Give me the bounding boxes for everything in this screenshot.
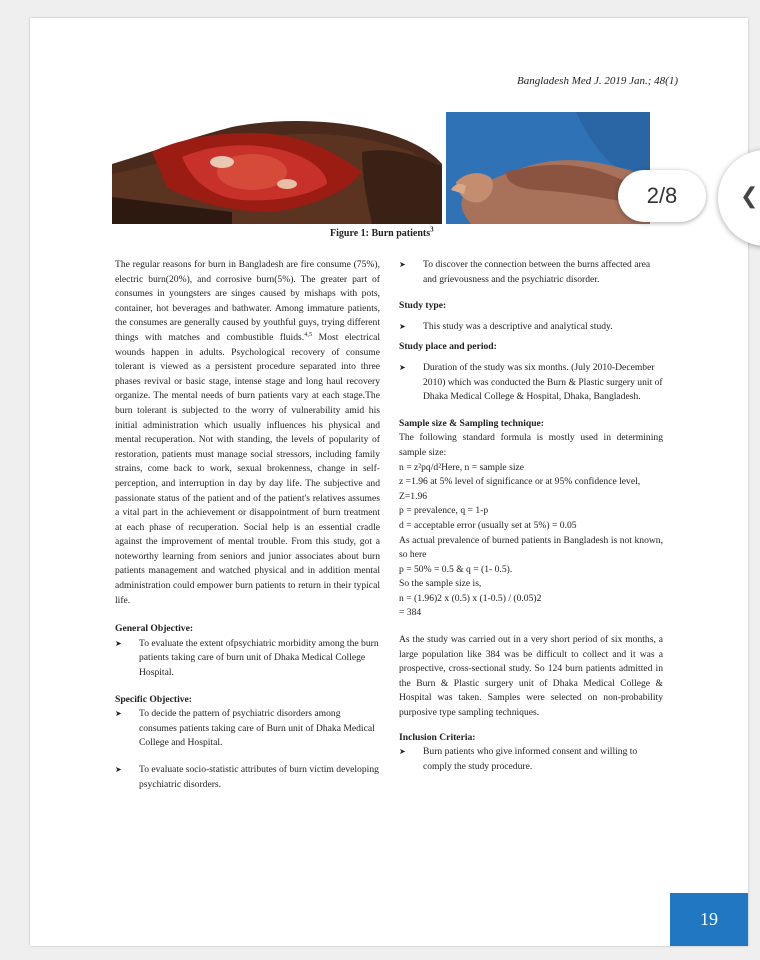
- page-number-badge: 19: [670, 893, 748, 946]
- sample-intro: The following standard formula is mostly used in determining sample size:: [399, 432, 663, 458]
- sample-paragraph: As the study was carried out in a very short period of six months, a large population like 384 was be difficult to collect and it was a prospective, cross-sectional study. So 124 burn patients admitted in the Burn & Plastic surgery unit of Dhaka Medical College & Hospital was taken. Samples were selected on non-probability purposive type sampling techniques.: [399, 634, 663, 719]
- specific-objective-heading: Specific Objective:: [115, 693, 192, 705]
- arrow-bullet-icon: ➤: [399, 747, 406, 757]
- arrow-bullet-icon: ➤: [115, 638, 122, 648]
- arrow-bullet-icon: ➤: [399, 362, 406, 372]
- list-item: ➤ Duration of the study was six months. (July 2010-December 2010) which was conducted the Burn & Plastic surgery unit of Dhaka Medical College & Hospital, Dhaka, Bangladesh.: [399, 361, 663, 405]
- figure-burn-hand-photo: [112, 112, 442, 224]
- formula-line: So the sample size is,: [399, 578, 482, 590]
- study-place-heading: Study place and period:: [399, 341, 497, 353]
- arrow-bullet-icon: ➤: [399, 260, 406, 269]
- chevron-right-icon: ❮: [740, 184, 759, 209]
- right-text-column: [399, 258, 663, 774]
- formula-line: p = 50% = 0.5 & q = (1- 0.5).: [399, 563, 513, 575]
- figure-burn-arm-photo: [446, 112, 650, 224]
- formula-line: p = prevalence, q = 1-p: [399, 505, 489, 517]
- journal-header: Bangladesh Med J. 2019 Jan.; 48(1): [517, 75, 678, 87]
- formula-line: = 384: [399, 607, 422, 619]
- page-indicator: 2/8: [618, 170, 706, 222]
- formula-line: n = (1.96)2 x (0.5) x (1-0.5) / (0.05)2: [399, 592, 542, 604]
- formula-line: z =1.96 at 5% level of significance or at 95% confidence level, Z=1.96: [399, 476, 641, 502]
- list-item: ➤ To decide the pattern of psychiatric disorders among consumes patients taking care of Burn unit of Dhaka Medical College and Hospital.: [115, 707, 380, 751]
- arrow-bullet-icon: ➤: [115, 765, 122, 774]
- general-objective-heading: General Objective:: [115, 623, 194, 635]
- inclusion-criteria-heading: Inclusion Criteria:: [399, 731, 476, 743]
- list-item: ➤ Burn patients who give informed consent and willing to comply the study procedure.: [399, 745, 663, 774]
- arrow-bullet-icon: ➤: [115, 709, 122, 719]
- intro-paragraph: The regular reasons for burn in Bangladesh are fire consume (75%), electric burn(20%), and corrosive burn(5%). The greater part of consumes in youngsters are singes caused by mishaps with pots, container, hot beverages and bathwater. Among immature patients, the consumes are generally caused by youthful guys, trying different things with matches and combustible fluids.$^{4,5}$ Most electrical wounds happen in adults. Psychological recovery of consume tolerant is viewed as a persistent procedure separated into three phases revival or basic stage, intense stage and long haul recovery organize. The mental needs of burn patients vary at each stage.The burn tolerant is subjected to the worry of vulnerability amid his initial administration which usually influences his physical and mental recuperation. Not with standing, the levels of popularity of restoration, patients must manage social stressors, including family strains, come back to work, sexual brokenness, change in self-perception, and interruption in day by day life. The subjective and passionate status of the patient and of the patient's relatives assumes a vital part in the achievement or disappointment of burn treatment at each phase of recuperation. Social help is an essential cradle against the improvement of mental trouble. From this study, got a noteworthy learning from seniors and junior associates about burn patients management and watched physical and in addition mental administration could empower burn patients to return in their typical life.: [115, 259, 380, 606]
- list-item: ➤ To evaluate socio-statistic attributes of burn victim developing psychiatric disorders.: [115, 763, 380, 792]
- formula-line: d = acceptable error (usually set at 5%) = 0.05: [399, 519, 577, 531]
- left-text-column: [115, 258, 380, 792]
- sample-size-heading: Sample size & Sampling technique:: [399, 417, 544, 429]
- arrow-bullet-icon: ➤: [399, 321, 406, 331]
- list-item: ➤ To evaluate the extent ofpsychiatric morbidity among the burn patients taking care of burn unit of Dhaka Medical College Hospital.: [115, 637, 380, 681]
- study-type-heading: Study type:: [399, 300, 447, 312]
- list-item: ➤ To discover the connection between the burns affected area and grievousness and the psychiatric disorder.: [399, 258, 663, 287]
- formula-line: As actual prevalence of burned patients in Bangladesh is not known, so here: [399, 534, 663, 561]
- figure-caption: Figure 1: Burn patients$^3$: [330, 225, 434, 239]
- list-item: ➤ This study was a descriptive and analytical study.: [399, 320, 663, 335]
- formula-line: n = z²pq/d²Here, n = sample size: [399, 461, 524, 473]
